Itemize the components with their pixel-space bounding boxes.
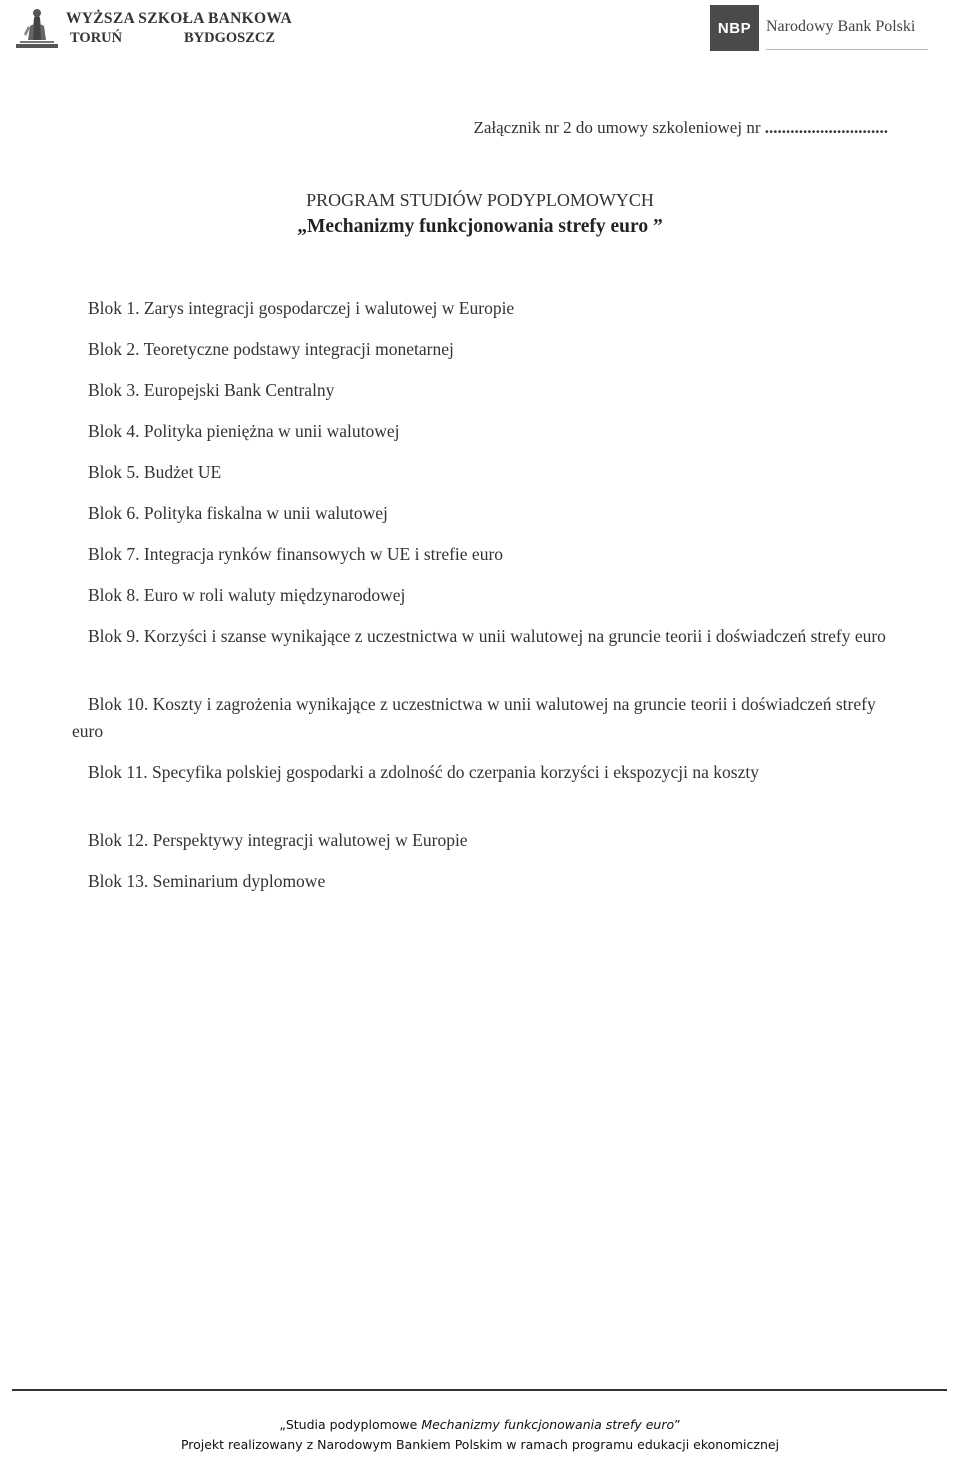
list-item: Blok 9. Korzyści i szanse wynikające z uczestnictwa w unii walutowej na gruncie teorii i doświadczeń strefy euro: [88, 626, 886, 646]
wsb-city-bydgoszcz: BYDGOSZCZ: [184, 30, 276, 46]
university-crest-icon: [14, 4, 60, 50]
footer-project-title: [0, 1417, 960, 1432]
nbp-name: Narodowy Bank Polski: [766, 18, 916, 35]
footer-italic-title: Mechanizmy funkcjonowania strefy euro: [421, 1417, 675, 1432]
annex-line: [473, 118, 888, 138]
footer-divider: [12, 1389, 947, 1391]
list-item: Blok 11. Specyfika polskiej gospodarki a zdolność do czerpania korzyści i ekspozycji na koszty: [88, 762, 759, 782]
wsb-logo: [14, 4, 292, 52]
list-item: Blok 3. Europejski Bank Centralny: [88, 380, 335, 400]
list-item: Blok 1. Zarys integracji gospodarczej i walutowej w Europie: [88, 298, 515, 318]
list-item: Blok 10. Koszty i zagrożenia wynikające z uczestnictwa w unii walutowej na gruncie teorii i doświadczeń strefy euro: [72, 694, 876, 741]
nbp-logo: [710, 5, 930, 53]
program-title: PROGRAM STUDIÓW PODYPLOMOWYCH: [306, 190, 654, 210]
list-item: Blok 8. Euro w roli waluty międzynarodowej: [88, 585, 406, 605]
footer-project-note: Projekt realizowany z Narodowym Bankiem Polskim w ramach programu edukacji ekonomicznej: [180, 1437, 780, 1452]
wsb-city-torun: TORUŃ: [70, 30, 123, 46]
nbp-underline: [766, 49, 928, 50]
footer-suffix: ”: [674, 1417, 681, 1432]
wsb-name: WYŻSZA SZKOŁA BANKOWA: [66, 10, 292, 27]
annex-dots: .............................: [764, 118, 888, 137]
nbp-abbr: NBP: [710, 5, 759, 51]
list-item: Blok 13. Seminarium dyplomowe: [88, 871, 326, 891]
program-subtitle: „Mechanizmy funkcjonowania strefy euro ”: [297, 216, 663, 237]
list-item: Blok 6. Polityka fiskalna w unii walutowej: [88, 503, 388, 523]
list-item: Blok 2. Teoretyczne podstawy integracji monetarnej: [88, 339, 454, 359]
annex-text: Załącznik nr 2 do umowy szkoleniowej nr: [473, 118, 765, 137]
list-item: Blok 12. Perspektywy integracji walutowej w Europie: [88, 830, 468, 850]
list-item: Blok 5. Budżet UE: [88, 462, 222, 482]
list-item: Blok 7. Integracja rynków finansowych w UE i strefie euro: [88, 544, 504, 564]
footer-prefix: „Studia podyplomowe: [279, 1417, 422, 1432]
list-item: Blok 4. Polityka pieniężna w unii walutowej: [88, 421, 400, 441]
